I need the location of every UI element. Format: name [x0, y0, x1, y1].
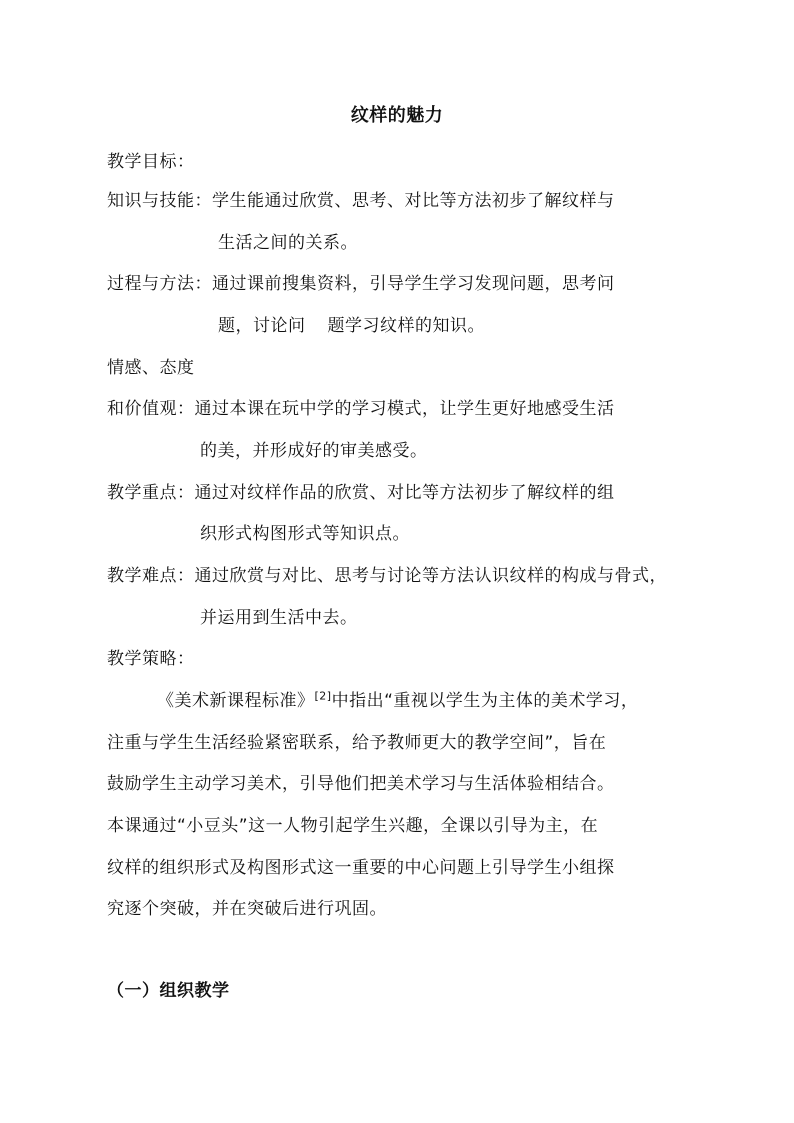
process-line-2: [218, 315, 485, 337]
strategy-paragraph-line-5: 纹样的组织形式及构图形式这一重要的中心问题上引导学生小组探: [107, 858, 615, 878]
process-line-2a: 题，讨论问: [218, 316, 306, 336]
objectives-label: 教学目标：: [107, 152, 195, 172]
key-points-line-2: 织形式构图形式等知识点。: [200, 524, 410, 544]
emotion-line-1: 情感、态度: [107, 358, 195, 378]
knowledge-line-2: 生活之间的关系。: [218, 233, 358, 253]
citation-ref: [2]: [314, 689, 332, 703]
strategy-p1a: 《美术新课程标准》: [157, 691, 315, 711]
strategy-p1b: 中指出“重视以学生为主体的美术学习，: [331, 691, 639, 711]
process-line-2b: 题学习纹样的知识。: [327, 316, 485, 336]
strategy-paragraph-line-1: [157, 690, 638, 712]
difficulties-line-2: 并运用到生活中去。: [200, 608, 358, 628]
difficulties-line-1: 教学难点：通过欣赏与对比、思考与讨论等方法认识纹样的构成与骨式，: [107, 566, 667, 586]
strategy-paragraph-line-4: 本课通过“小豆头”这一人物引起学生兴趣，全课以引导为主，在: [107, 816, 599, 836]
key-points-line-1: 教学重点：通过对纹样作品的欣赏、对比等方法初步了解纹样的组: [107, 483, 615, 503]
emotion-line-2: 和价值观：通过本课在玩中学的学习模式，让学生更好地感受生活: [107, 399, 615, 419]
page-title: 纹样的魅力: [350, 105, 444, 126]
process-line-1: 过程与方法：通过课前搜集资料，引导学生学习发现问题，思考问: [107, 274, 615, 294]
emotion-line-3: 的美，并形成好的审美感受。: [200, 441, 428, 461]
strategy-paragraph-line-3: 鼓励学生主动学习美术，引导他们把美术学习与生活体验相结合。: [107, 774, 615, 794]
strategy-label: 教学策略：: [107, 649, 195, 669]
strategy-paragraph-line-6: 究逐个突破，并在突破后进行巩固。: [107, 899, 387, 919]
section-heading: （一）组织教学: [107, 981, 230, 1001]
strategy-paragraph-line-2: 注重与学生生活经验紧密联系，给予教师更大的教学空间”，旨在: [107, 733, 607, 753]
knowledge-line-1: 知识与技能：学生能通过欣赏、思考、对比等方法初步了解纹样与: [107, 191, 615, 211]
